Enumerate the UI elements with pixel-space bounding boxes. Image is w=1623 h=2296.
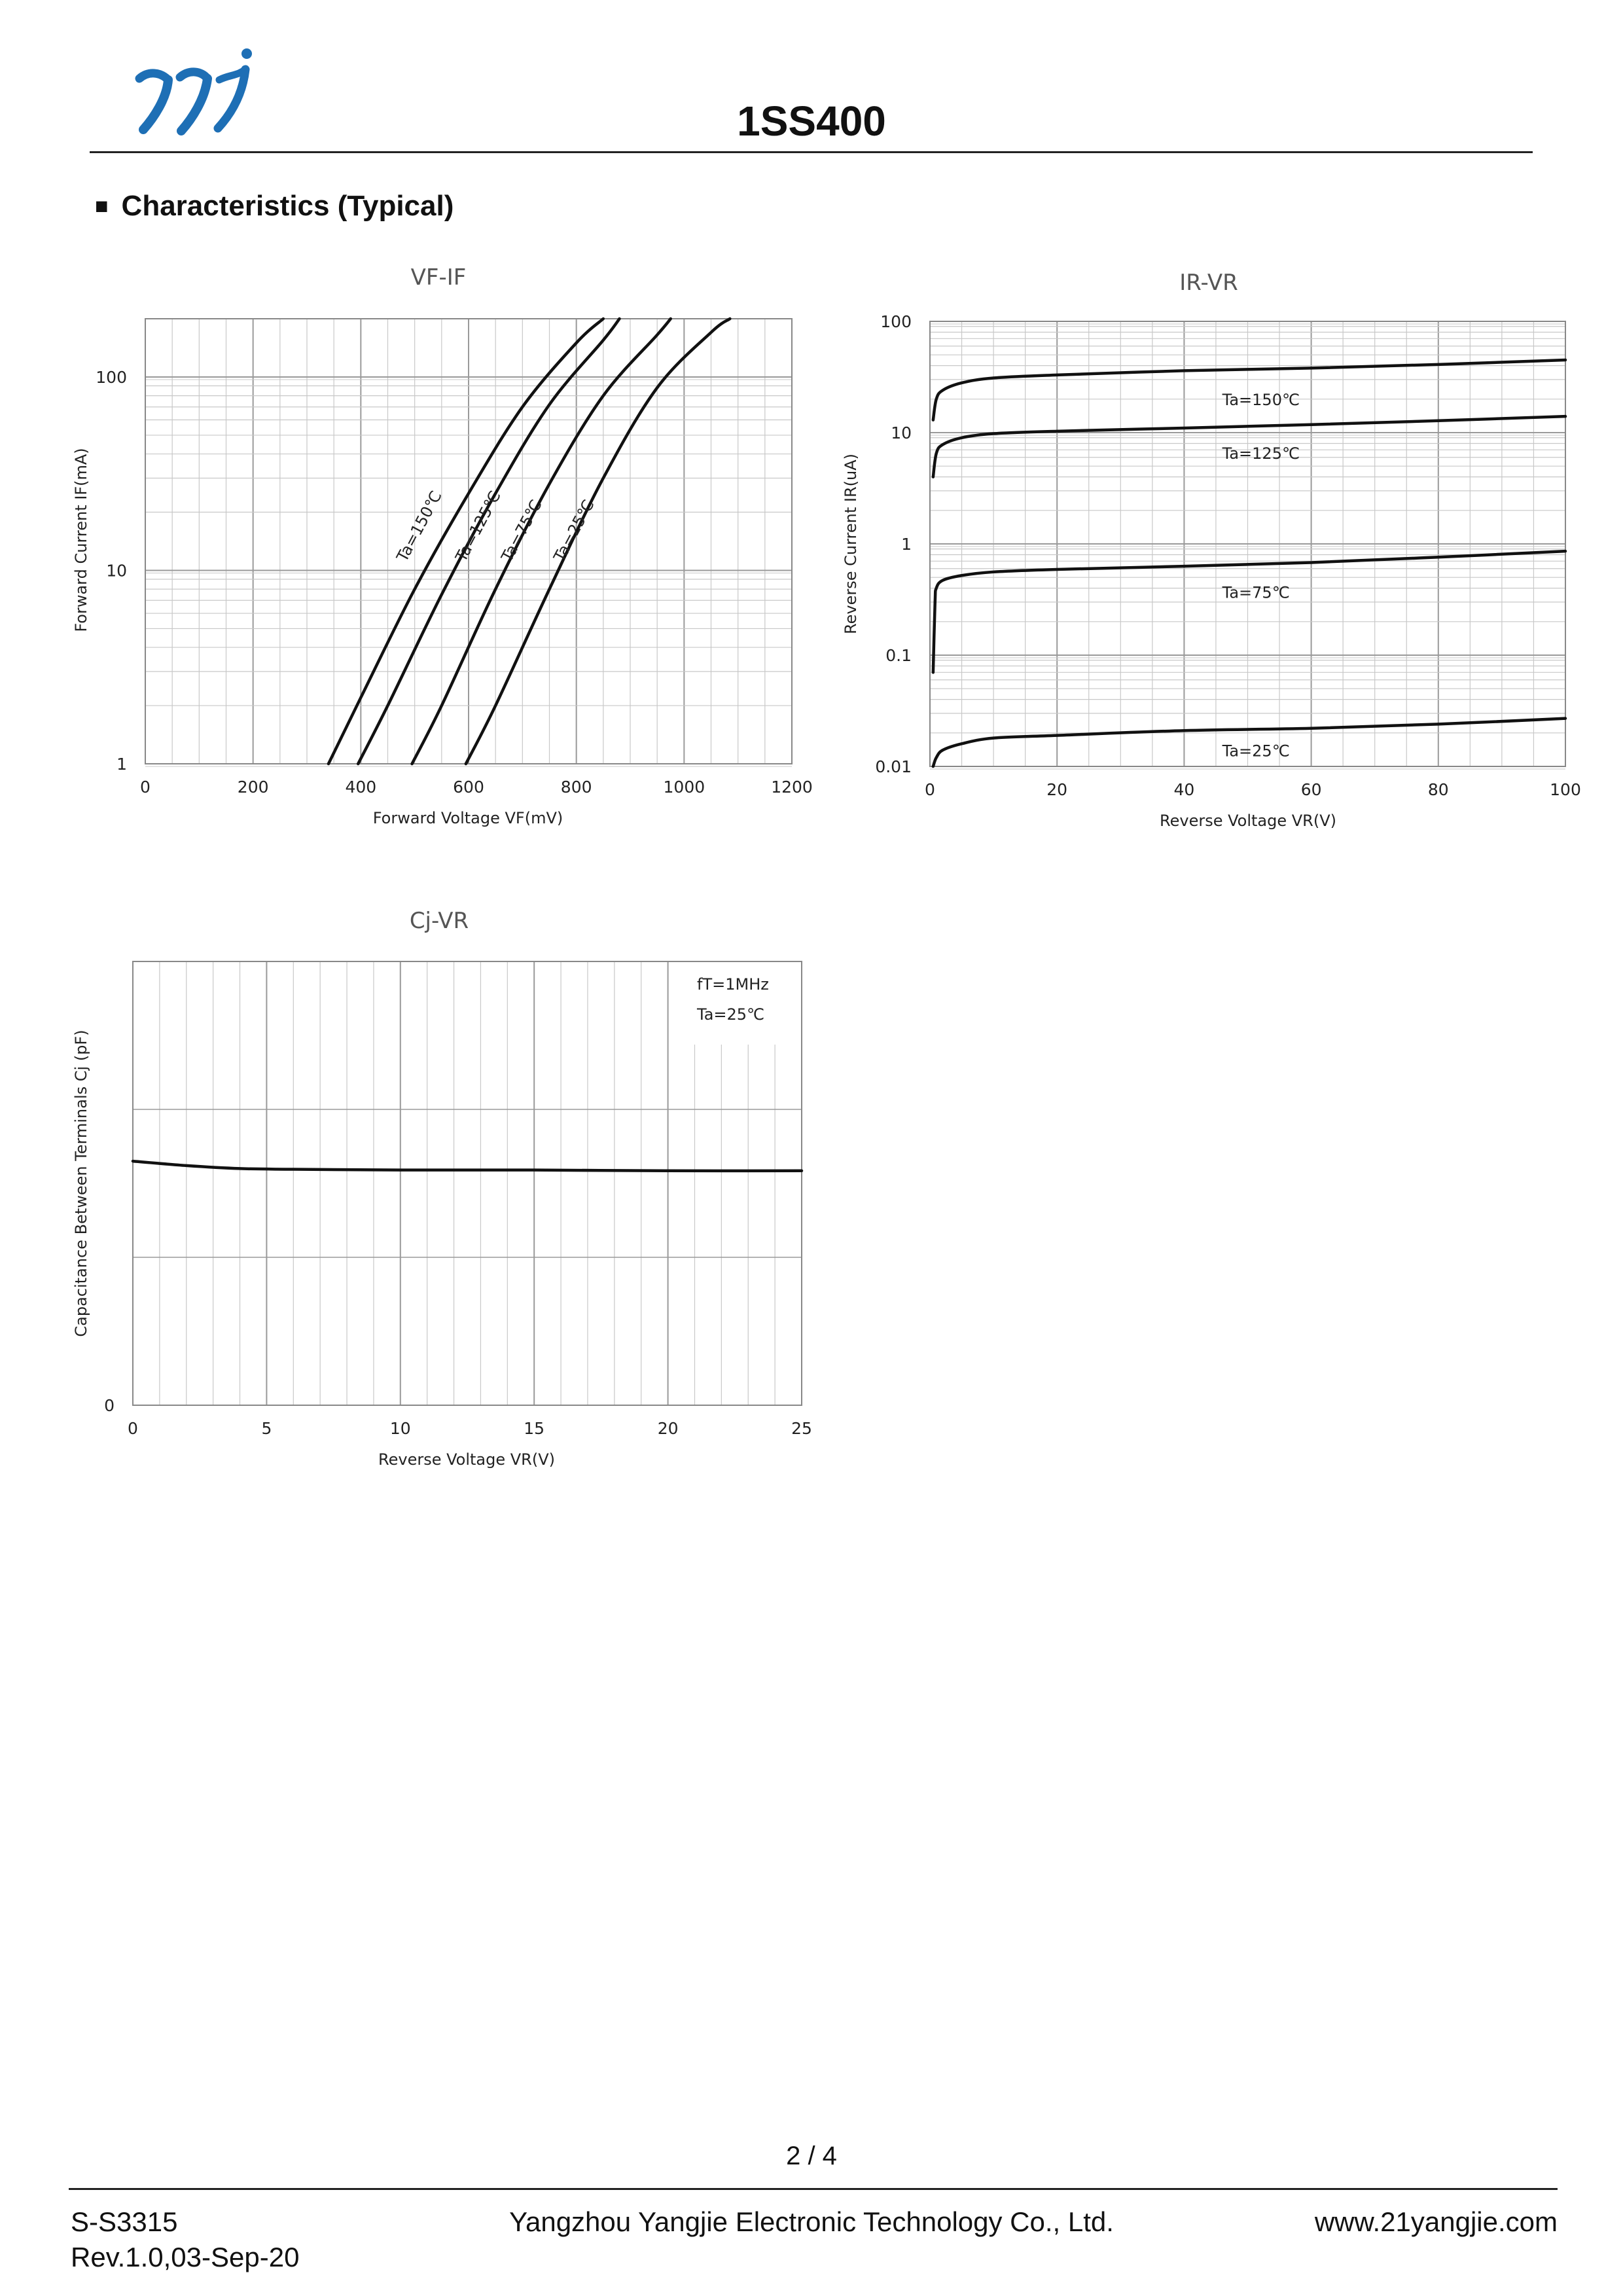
y-tick-label: 1 — [901, 535, 912, 554]
y-tick-label: 100 — [96, 367, 127, 387]
x-tick-label: 40 — [1173, 780, 1195, 799]
x-tick-label: 400 — [345, 778, 377, 797]
website-link[interactable]: www.21yangjie.com — [1314, 2206, 1558, 2237]
series-label: Ta=25℃ — [1222, 742, 1290, 761]
y-axis-label: Capacitance Between Terminals Cj (pF) — [72, 1030, 90, 1337]
y-tick-label: 10 — [891, 423, 912, 442]
x-tick-label: 200 — [237, 778, 269, 797]
x-tick-label: 60 — [1300, 780, 1322, 799]
x-tick-label: 20 — [657, 1419, 679, 1438]
y-tick-label: 0.01 — [875, 757, 912, 776]
series-label: Ta=150℃ — [1222, 390, 1300, 409]
company-name: Yangzhou Yangjie Electronic Technology Co., Ltd. — [509, 2206, 1114, 2237]
document-title: 1SS400 — [737, 98, 886, 145]
x-tick-label: 1000 — [663, 778, 705, 797]
series-label: Ta=150℃ — [393, 488, 446, 565]
y-tick-label: 0.1 — [885, 646, 912, 665]
x-tick-label: 100 — [1550, 780, 1581, 799]
x-tick-label: 15 — [524, 1419, 545, 1438]
x-tick-label: 80 — [1427, 780, 1449, 799]
chart-title: VF-IF — [410, 264, 467, 291]
chart-title: Cj-VR — [409, 908, 469, 934]
y-axis-label: Forward Current IF(mA) — [72, 448, 90, 632]
section-heading-text: Characteristics (Typical) — [121, 190, 454, 222]
x-tick-label: 10 — [389, 1419, 411, 1438]
x-axis-label: Reverse Voltage VR(V) — [1160, 812, 1336, 830]
document-number: S-S3315 — [71, 2206, 178, 2237]
y-tick-label: 1 — [116, 755, 127, 774]
y-axis-label: Reverse Current IR(uA) — [842, 454, 860, 634]
series-label: Ta=125℃ — [1222, 444, 1300, 463]
series-label: Ta=25℃ — [550, 496, 598, 565]
x-axis-label: Forward Voltage VF(mV) — [372, 809, 563, 827]
chart-title: IR-VR — [1179, 270, 1238, 296]
x-tick-label: 20 — [1046, 780, 1068, 799]
x-tick-label: 0 — [140, 778, 151, 797]
x-tick-label: 0 — [925, 780, 935, 799]
series-label: Ta=75℃ — [1222, 583, 1290, 602]
revision-date: Rev.1.0,03-Sep-20 — [71, 2242, 300, 2272]
x-tick-label: 600 — [453, 778, 484, 797]
annotation-text: fT=1MHz — [697, 975, 769, 994]
series-line — [133, 1161, 802, 1171]
y-tick-label: 10 — [106, 561, 127, 581]
series-label: Ta=75℃ — [497, 496, 546, 565]
x-tick-label: 5 — [261, 1419, 272, 1438]
series-label: Ta=125℃ — [452, 488, 505, 565]
page-number: 2 / 4 — [786, 2142, 837, 2170]
x-tick-label: 0 — [128, 1419, 138, 1438]
footer-rule — [69, 2188, 1558, 2190]
y-tick-label: 100 — [880, 312, 912, 331]
x-tick-label: 1200 — [771, 778, 813, 797]
annotation-text: Ta=25℃ — [697, 1005, 764, 1024]
x-tick-label: 25 — [791, 1419, 812, 1438]
annotation-box — [687, 962, 800, 1045]
x-tick-label: 800 — [560, 778, 592, 797]
section-bullet: ■ — [95, 194, 109, 219]
y-tick-label: 0 — [104, 1396, 115, 1415]
x-axis-label: Reverse Voltage VR(V) — [378, 1450, 555, 1469]
